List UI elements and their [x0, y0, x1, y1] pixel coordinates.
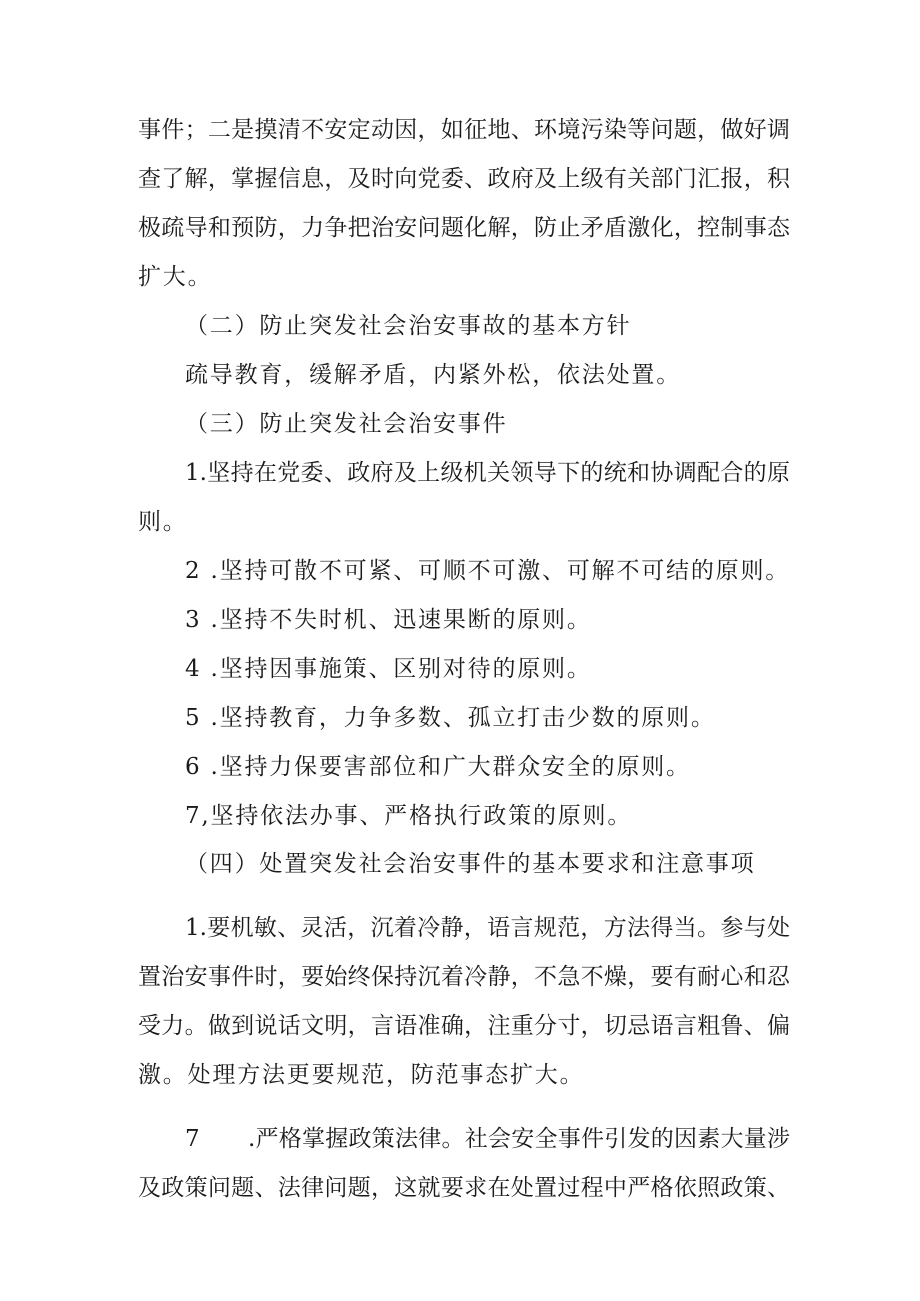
list-item: 4 .坚持因事施策、区别对待的原则。	[185, 656, 592, 682]
section-heading-2: （二）防止突发社会治安事故的基本方针	[185, 313, 632, 339]
section-heading-3: （三）防止突发社会治安事件	[185, 411, 508, 437]
list-item: 5 .坚持教育，力争多数、孤立打击少数的原则。	[185, 705, 716, 731]
paragraph-line: .严格掌握政策法律。社会安全事件引发的因素大量涉	[248, 1126, 790, 1152]
list-item-continuation: 则。	[138, 509, 188, 535]
paragraph-line: 查了解，掌握信息，及时向党委、政府及上级有关部门汇报，积	[138, 166, 790, 192]
list-item: 2 .坚持可散不可紧、可顺不可激、可解不可结的原则。	[185, 558, 791, 584]
list-item: 3 .坚持不失时机、迅速果断的原则。	[185, 607, 592, 633]
list-item: 7,坚持依法办事、严格执行政策的原则。	[185, 803, 633, 829]
paragraph-line: 疏导教育，缓解矛盾，内紧外松，依法处置。	[185, 362, 681, 388]
list-item-number: 7	[185, 1126, 202, 1152]
section-heading-4: （四）处置突发社会治安事件的基本要求和注意事项	[185, 851, 756, 877]
list-item: 6 .坚持力保要害部位和广大群众安全的原则。	[185, 754, 691, 780]
paragraph-line: 事件；二是摸清不安定动因，如征地、环境污染等问题，做好调	[138, 117, 790, 143]
paragraph-line: 及政策问题、法律问题，这就要求在处置过程中严格依照政策、	[138, 1175, 790, 1201]
paragraph-line: 激。处理方法更要规范，防范事态扩大。	[138, 1062, 585, 1088]
paragraph-line: 1.要机敏、灵活，沉着冷静，语言规范，方法得当。参与处	[185, 915, 790, 941]
list-item: 1.坚持在党委、政府及上级机关领导下的统和协调配合的原	[185, 460, 790, 486]
paragraph-line: 极疏导和预防，力争把治安问题化解，防止矛盾激化，控制事态	[138, 215, 790, 241]
paragraph-line: 受力。做到说话文明，言语准确，注重分寸，切忌语言粗鲁、偏	[138, 1013, 790, 1039]
paragraph-line: 置治安事件时，要始终保持沉着冷静，不急不燥，要有耐心和忍	[138, 964, 790, 990]
paragraph-line: 扩大。	[138, 264, 213, 290]
